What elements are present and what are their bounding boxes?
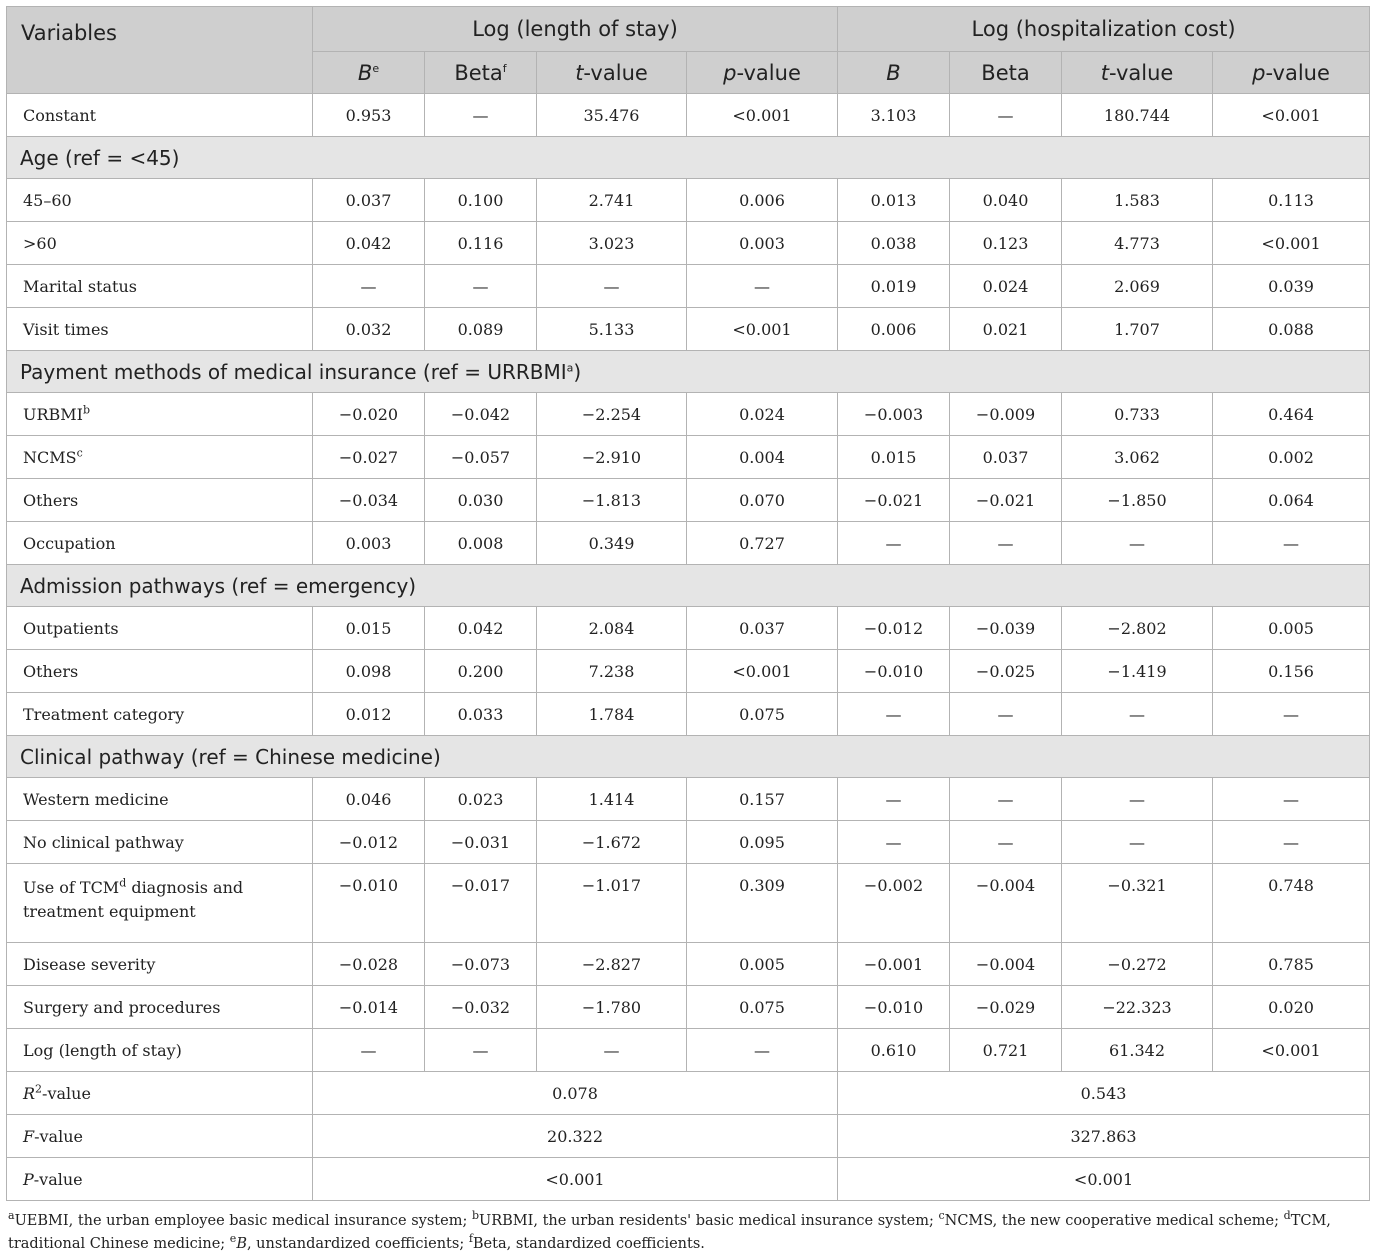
footnote-text: UEBMI, the urban employee basic medical insurance system; <box>14 1213 472 1229</box>
table-cell: 0.123 <box>950 222 1062 265</box>
table-cell: −0.057 <box>425 436 537 479</box>
table-cell: 0.610 <box>838 1029 950 1072</box>
table-cell: −0.010 <box>313 864 425 943</box>
table-cell: 0.037 <box>950 436 1062 479</box>
section-row <box>7 137 1370 179</box>
table-cell: 0.024 <box>950 265 1062 308</box>
table-cell: — <box>950 94 1062 137</box>
table-cell: — <box>950 821 1062 864</box>
table-cell: −1.672 <box>537 821 687 864</box>
row-label-sup: c <box>76 446 83 460</box>
section-label-text: Clinical pathway (ref = Chinese medicine) <box>20 744 441 769</box>
table-cell: 61.342 <box>1062 1029 1213 1072</box>
table-cell: 2.084 <box>537 607 687 650</box>
stat-value-length-of-stay: 20.322 <box>313 1115 838 1158</box>
table-row <box>7 943 1370 986</box>
footnote-marker: c <box>938 1209 945 1223</box>
table-cell: 0.015 <box>313 607 425 650</box>
table-cell: <0.001 <box>1213 94 1370 137</box>
model-stat-row <box>7 1115 1370 1158</box>
table-cell: — <box>838 821 950 864</box>
table-cell: <0.001 <box>687 650 838 693</box>
footnote-marker: e <box>229 1232 237 1246</box>
table-cell: 3.023 <box>537 222 687 265</box>
table-cell: 0.721 <box>950 1029 1062 1072</box>
table-cell: 0.116 <box>425 222 537 265</box>
footnote-marker: f <box>468 1232 473 1246</box>
table-cell: 0.727 <box>687 522 838 565</box>
row-label-text: NCMS <box>23 447 77 467</box>
table-cell: — <box>313 1029 425 1072</box>
section-label <box>7 351 1370 393</box>
table-cell: 0.008 <box>425 522 537 565</box>
table-cell: — <box>1062 522 1213 565</box>
table-cell: <0.001 <box>687 94 838 137</box>
table-cell: −0.039 <box>950 607 1062 650</box>
table-cell: −0.025 <box>950 650 1062 693</box>
table-cell: −0.021 <box>838 479 950 522</box>
table-cell: 0.075 <box>687 693 838 736</box>
table-cell: — <box>1213 693 1370 736</box>
table-cell: −1.780 <box>537 986 687 1029</box>
footnote-item <box>229 1232 469 1252</box>
table-cell: — <box>950 522 1062 565</box>
table-cell: −1.017 <box>537 864 687 943</box>
table-cell: — <box>838 693 950 736</box>
table-cell: 0.089 <box>425 308 537 351</box>
table-cell: <0.001 <box>1213 222 1370 265</box>
footnote-text: Beta, standardized coefficients. <box>472 1236 705 1252</box>
table-cell: 4.773 <box>1062 222 1213 265</box>
row-label <box>7 522 313 565</box>
table-cell: −0.017 <box>425 864 537 943</box>
stat-value-hospitalization-cost: 327.863 <box>838 1115 1370 1158</box>
table-cell: — <box>687 1029 838 1072</box>
table-cell: 0.095 <box>687 821 838 864</box>
footnote-marker: d <box>1283 1209 1291 1223</box>
column-header-text: p <box>1252 60 1266 85</box>
table-cell: −0.003 <box>838 393 950 436</box>
table-cell: −0.020 <box>313 393 425 436</box>
table-cell: 0.003 <box>313 522 425 565</box>
table-cell: — <box>1213 821 1370 864</box>
table-cell: — <box>537 1029 687 1072</box>
table-row <box>7 821 1370 864</box>
table-cell: 0.003 <box>687 222 838 265</box>
table-cell: 0.070 <box>687 479 838 522</box>
section-row <box>7 736 1370 778</box>
table-cell: −0.027 <box>313 436 425 479</box>
table-cell: 0.002 <box>1213 436 1370 479</box>
footnote-text: NCMS, the new cooperative medical scheme; <box>944 1213 1284 1229</box>
table-cell: −0.004 <box>950 943 1062 986</box>
row-label <box>7 436 313 479</box>
hospitalization-cost-group-header: Log (hospitalization cost) <box>838 7 1370 52</box>
column-header-6 <box>950 52 1062 94</box>
footnote-marker: a <box>8 1209 15 1223</box>
table-cell: 0.309 <box>687 864 838 943</box>
row-label-text: Others <box>23 661 79 681</box>
stat-label-suffix: -value <box>42 1083 91 1103</box>
table-row <box>7 778 1370 821</box>
row-label-text: Use of TCM <box>23 878 120 897</box>
table-cell: 0.088 <box>1213 308 1370 351</box>
table-cell: 0.021 <box>950 308 1062 351</box>
row-label-text: Disease severity <box>23 954 156 974</box>
column-header-text: p <box>723 60 737 85</box>
column-header-text: B <box>357 60 373 85</box>
table-cell: 0.023 <box>425 778 537 821</box>
stat-label-suffix: -value <box>34 1126 83 1146</box>
table-row <box>7 179 1370 222</box>
footnote-text: , unstandardized coefficients; <box>246 1236 469 1252</box>
stat-value-length-of-stay: 0.078 <box>313 1072 838 1115</box>
table-cell: <0.001 <box>1213 1029 1370 1072</box>
table-row <box>7 393 1370 436</box>
column-header-7 <box>1062 52 1213 94</box>
table-cell: 0.024 <box>687 393 838 436</box>
table-cell: 3.062 <box>1062 436 1213 479</box>
table-cell: −0.272 <box>1062 943 1213 986</box>
footnote-item <box>468 1232 705 1252</box>
footnote-text: URBMI, the urban residents' basic medical insurance system; <box>479 1213 939 1229</box>
table-cell: 180.744 <box>1062 94 1213 137</box>
table-cell: 0.037 <box>313 179 425 222</box>
table-cell: 0.038 <box>838 222 950 265</box>
row-label-sup: d <box>119 876 127 890</box>
row-label-text: >60 <box>23 233 57 253</box>
table-cell: 0.006 <box>687 179 838 222</box>
column-header-suffix: -value <box>583 60 648 85</box>
column-header-4 <box>687 52 838 94</box>
table-header <box>7 7 1370 94</box>
table-cell: — <box>425 1029 537 1072</box>
stat-label-italic: F <box>23 1126 35 1146</box>
row-label-sup: b <box>83 403 91 417</box>
table-cell: 0.200 <box>425 650 537 693</box>
table-cell: −0.073 <box>425 943 537 986</box>
regression-results-table <box>6 6 1370 1201</box>
table-cell: 0.785 <box>1213 943 1370 986</box>
table-cell: 1.414 <box>537 778 687 821</box>
row-label <box>7 1029 313 1072</box>
stat-label-italic: R <box>23 1083 36 1103</box>
stat-label-italic: P <box>23 1169 34 1189</box>
table-cell: 0.019 <box>838 265 950 308</box>
table-row <box>7 308 1370 351</box>
table-cell: 0.953 <box>313 94 425 137</box>
table-row <box>7 607 1370 650</box>
table-cell: 0.006 <box>838 308 950 351</box>
table-cell: — <box>1213 778 1370 821</box>
table-row <box>7 265 1370 308</box>
stat-label <box>7 1158 313 1201</box>
table-cell: 0.075 <box>687 986 838 1029</box>
row-label <box>7 179 313 222</box>
table-cell: 1.784 <box>537 693 687 736</box>
table-footnotes <box>6 1210 1369 1256</box>
section-label-text: Age (ref = <45) <box>20 145 180 170</box>
table-cell: −1.850 <box>1062 479 1213 522</box>
section-label <box>7 565 1370 607</box>
table-cell: — <box>537 265 687 308</box>
table-cell: 0.157 <box>687 778 838 821</box>
column-header-text: Beta <box>981 60 1030 85</box>
table-cell: 0.039 <box>1213 265 1370 308</box>
table-cell: 0.046 <box>313 778 425 821</box>
table-row <box>7 1029 1370 1072</box>
table-cell: — <box>425 265 537 308</box>
table-cell: 0.098 <box>313 650 425 693</box>
table-cell: −0.009 <box>950 393 1062 436</box>
table-cell: 0.020 <box>1213 986 1370 1029</box>
table-cell: <0.001 <box>687 308 838 351</box>
table-cell: — <box>838 778 950 821</box>
table-cell: 0.464 <box>1213 393 1370 436</box>
row-label <box>7 778 313 821</box>
section-label-sup: a <box>566 360 574 374</box>
row-label <box>7 393 313 436</box>
variables-header: Variables <box>7 7 313 94</box>
table-cell: −0.031 <box>425 821 537 864</box>
table-cell: 5.133 <box>537 308 687 351</box>
table-cell: 0.033 <box>425 693 537 736</box>
table-cell: −0.004 <box>950 864 1062 943</box>
table-cell: 0.064 <box>1213 479 1370 522</box>
table-cell: 1.707 <box>1062 308 1213 351</box>
table-cell: 0.030 <box>425 479 537 522</box>
row-label-text: Occupation <box>23 533 116 553</box>
table-row <box>7 864 1370 943</box>
row-label-text: Others <box>23 490 79 510</box>
table-row <box>7 650 1370 693</box>
row-label-text: Treatment category <box>23 704 185 724</box>
table-row <box>7 693 1370 736</box>
footnote-item <box>938 1209 1284 1229</box>
table-cell: — <box>1062 778 1213 821</box>
section-row <box>7 565 1370 607</box>
row-label <box>7 222 313 265</box>
table-row <box>7 986 1370 1029</box>
row-label <box>7 864 313 943</box>
column-header-text: t <box>1100 60 1109 85</box>
table-row <box>7 522 1370 565</box>
table-cell: −0.034 <box>313 479 425 522</box>
row-label <box>7 986 313 1029</box>
column-header-suffix: -value <box>736 60 801 85</box>
table-cell: — <box>425 94 537 137</box>
table-cell: 0.005 <box>1213 607 1370 650</box>
table-row <box>7 222 1370 265</box>
table-cell: 2.741 <box>537 179 687 222</box>
table-cell: — <box>838 522 950 565</box>
row-label <box>7 650 313 693</box>
column-header-5 <box>838 52 950 94</box>
table-row <box>7 479 1370 522</box>
table-cell: −2.910 <box>537 436 687 479</box>
section-label <box>7 137 1370 179</box>
table-cell: — <box>950 778 1062 821</box>
footnote-text: TCM, traditional Chinese medicine; <box>8 1213 1331 1252</box>
table-cell: — <box>950 693 1062 736</box>
table-cell: −1.813 <box>537 479 687 522</box>
section-label-text: Payment methods of medical insurance (ref = URRBMI <box>20 359 567 384</box>
table-cell: 0.037 <box>687 607 838 650</box>
row-label-text: Constant <box>23 105 97 125</box>
table-cell: 2.069 <box>1062 265 1213 308</box>
row-label <box>7 821 313 864</box>
row-label-suffix: diagnosis and treatment equipment <box>23 878 244 921</box>
table-cell: −0.012 <box>838 607 950 650</box>
table-cell: 0.015 <box>838 436 950 479</box>
stat-label <box>7 1072 313 1115</box>
column-header-1 <box>313 52 425 94</box>
results-table-container <box>6 6 1369 1256</box>
model-stat-row <box>7 1158 1370 1201</box>
table-cell: −0.028 <box>313 943 425 986</box>
table-cell: — <box>1062 821 1213 864</box>
row-label <box>7 693 313 736</box>
table-cell: 0.013 <box>838 179 950 222</box>
table-cell: 0.042 <box>425 607 537 650</box>
header-row-groups <box>7 7 1370 52</box>
stat-label <box>7 1115 313 1158</box>
table-cell: −0.012 <box>313 821 425 864</box>
row-label <box>7 265 313 308</box>
stat-value-hospitalization-cost: <0.001 <box>838 1158 1370 1201</box>
table-cell: 1.583 <box>1062 179 1213 222</box>
stat-label-sup: 2 <box>35 1082 43 1096</box>
table-cell: −0.002 <box>838 864 950 943</box>
table-cell: −22.323 <box>1062 986 1213 1029</box>
table-cell: 0.733 <box>1062 393 1213 436</box>
section-label <box>7 736 1370 778</box>
row-label-text: URBMI <box>23 404 83 424</box>
table-cell: 35.476 <box>537 94 687 137</box>
length-of-stay-group-header: Log (length of stay) <box>313 7 838 52</box>
table-cell: 0.748 <box>1213 864 1370 943</box>
row-label <box>7 308 313 351</box>
table-cell: −0.010 <box>838 986 950 1029</box>
model-stat-row <box>7 1072 1370 1115</box>
table-cell: −0.014 <box>313 986 425 1029</box>
row-label-text: Western medicine <box>23 789 169 809</box>
table-cell: −2.802 <box>1062 607 1213 650</box>
row-label <box>7 94 313 137</box>
table-cell: −0.321 <box>1062 864 1213 943</box>
row-label <box>7 479 313 522</box>
stat-value-length-of-stay: <0.001 <box>313 1158 838 1201</box>
table-cell: 3.103 <box>838 94 950 137</box>
section-label-suffix: ) <box>573 359 582 384</box>
row-label <box>7 607 313 650</box>
column-header-3 <box>537 52 687 94</box>
table-cell: −0.010 <box>838 650 950 693</box>
table-cell: 0.100 <box>425 179 537 222</box>
section-label-text: Admission pathways (ref = emergency) <box>20 573 417 598</box>
section-row <box>7 351 1370 393</box>
table-cell: 0.156 <box>1213 650 1370 693</box>
table-cell: −2.254 <box>537 393 687 436</box>
footnote-item <box>8 1209 472 1229</box>
column-header-8 <box>1213 52 1370 94</box>
column-header-suffix: -value <box>1108 60 1174 85</box>
table-cell: 0.349 <box>537 522 687 565</box>
table-cell: −1.419 <box>1062 650 1213 693</box>
table-cell: 0.042 <box>313 222 425 265</box>
row-label-text: Marital status <box>23 276 137 296</box>
table-cell: — <box>1062 693 1213 736</box>
table-cell: 0.012 <box>313 693 425 736</box>
table-cell: −0.001 <box>838 943 950 986</box>
row-label-text: 45–60 <box>23 190 72 210</box>
table-row <box>7 436 1370 479</box>
table-cell: −0.042 <box>425 393 537 436</box>
table-cell: 0.005 <box>687 943 838 986</box>
stat-value-hospitalization-cost: 0.543 <box>838 1072 1370 1115</box>
column-header-text: t <box>575 60 584 85</box>
table-cell: −2.827 <box>537 943 687 986</box>
table-cell: 7.238 <box>537 650 687 693</box>
footnote-italic: B <box>236 1236 247 1252</box>
footnote-item <box>471 1209 939 1229</box>
table-cell: 0.040 <box>950 179 1062 222</box>
column-header-2 <box>425 52 537 94</box>
row-label <box>7 943 313 986</box>
table-body <box>7 94 1370 1201</box>
table-cell: −0.021 <box>950 479 1062 522</box>
table-cell: — <box>1213 522 1370 565</box>
table-cell: 0.004 <box>687 436 838 479</box>
column-header-text: B <box>886 60 901 85</box>
table-cell: 0.032 <box>313 308 425 351</box>
footnote-marker: b <box>471 1209 480 1223</box>
table-cell: — <box>313 265 425 308</box>
row-label-text: Visit times <box>23 319 109 339</box>
table-cell: −0.032 <box>425 986 537 1029</box>
column-header-sup: e <box>372 61 380 75</box>
table-cell: −0.029 <box>950 986 1062 1029</box>
column-header-text: Beta <box>454 60 503 85</box>
table-cell: 0.113 <box>1213 179 1370 222</box>
stat-label-suffix: -value <box>33 1169 83 1189</box>
table-cell: — <box>687 265 838 308</box>
row-label-text: Surgery and procedures <box>23 997 221 1017</box>
row-label-text: Log (length of stay) <box>23 1040 182 1060</box>
row-label-text: No clinical pathway <box>23 832 184 852</box>
column-header-sup: f <box>502 61 507 75</box>
row-label-text: Outpatients <box>23 618 119 638</box>
column-header-suffix: -value <box>1265 60 1330 85</box>
table-row <box>7 94 1370 137</box>
